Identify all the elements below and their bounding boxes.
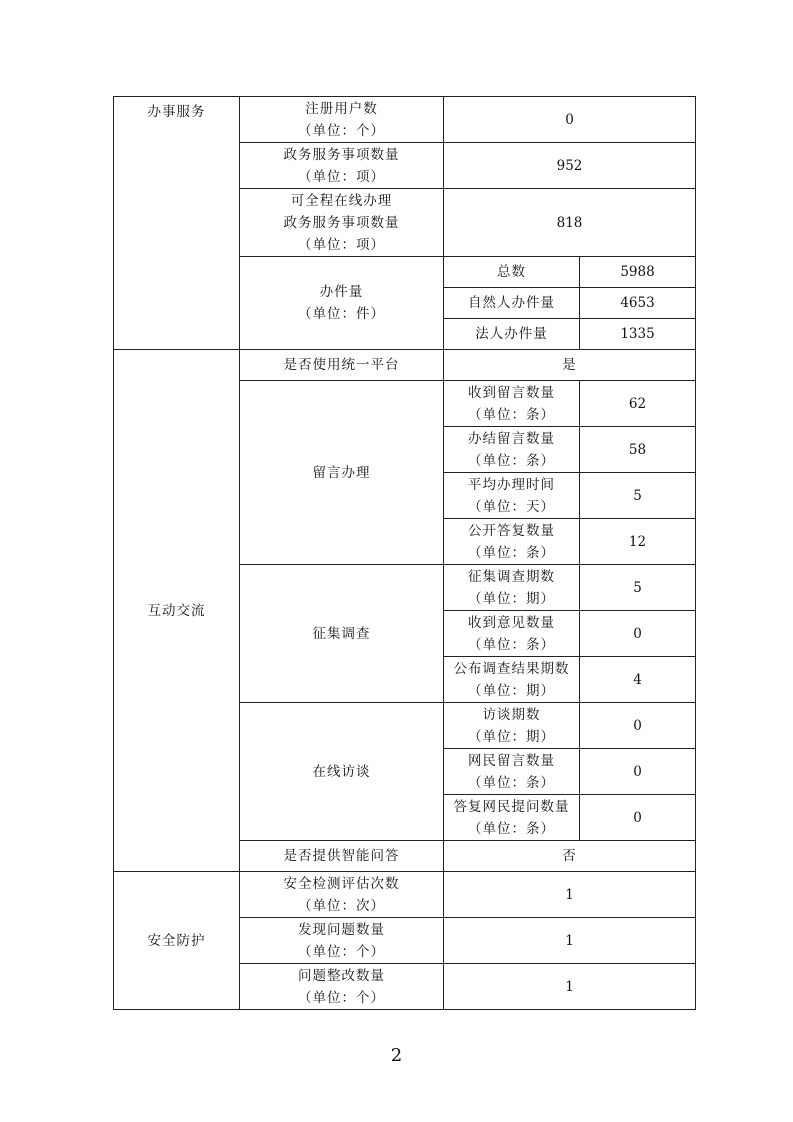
smart-qa-label: 是否提供智能问答 (240, 841, 444, 872)
survey-results-value: 4 (580, 657, 696, 703)
table-row (114, 872, 696, 918)
section-interaction-title: 互动交流 (114, 350, 240, 872)
smart-qa-value: 否 (444, 841, 696, 872)
netizen-replies-label: 答复网民提问数量 （单位：条） (444, 795, 580, 841)
issues-found-label: 发现问题数量 （单位：个） (240, 918, 444, 964)
platform-value: 是 (444, 350, 696, 381)
netizen-messages-label: 网民留言数量 （单位：条） (444, 749, 580, 795)
section-security-title: 安全防护 (114, 872, 240, 1010)
cases-label: 办件量 （单位：件） (240, 257, 444, 350)
page-number: 2 (390, 1045, 403, 1066)
security-checks-label: 安全检测评估次数 （单位：次） (240, 872, 444, 918)
issues-fixed-value: 1 (444, 964, 696, 1010)
section-service-title: 办事服务 (114, 97, 240, 350)
survey-periods-label: 征集调查期数 （单位：期） (444, 565, 580, 611)
survey-periods-value: 5 (580, 565, 696, 611)
issues-fixed-label: 问题整改数量 （单位：个） (240, 964, 444, 1010)
cases-legal-value: 1335 (580, 319, 696, 350)
online-items-label: 可全程在线办理 政务服务事项数量 （单位：项） (240, 189, 444, 257)
messages-public-value: 12 (580, 519, 696, 565)
table-row (114, 97, 696, 143)
service-items-label: 政务服务事项数量 （单位：项） (240, 143, 444, 189)
survey-opinions-label: 收到意见数量 （单位：条） (444, 611, 580, 657)
messages-closed-value: 58 (580, 427, 696, 473)
registered-users-value: 0 (444, 97, 696, 143)
messages-avg-time-label: 平均办理时间 （单位：天） (444, 473, 580, 519)
interview-periods-label: 访谈期数 （单位：期） (444, 703, 580, 749)
cases-legal-label: 法人办件量 (444, 319, 580, 350)
cases-total-label: 总数 (444, 257, 580, 288)
security-checks-value: 1 (444, 872, 696, 918)
issues-found-value: 1 (444, 918, 696, 964)
cases-total-value: 5988 (580, 257, 696, 288)
survey-opinions-value: 0 (580, 611, 696, 657)
netizen-messages-value: 0 (580, 749, 696, 795)
statistics-table (113, 96, 696, 1010)
cases-natural-label: 自然人办件量 (444, 288, 580, 319)
interview-periods-value: 0 (580, 703, 696, 749)
interview-label: 在线访谈 (240, 703, 444, 841)
survey-label: 征集调查 (240, 565, 444, 703)
online-items-value: 818 (444, 189, 696, 257)
survey-results-label: 公布调查结果期数 （单位：期） (444, 657, 580, 703)
messages-received-value: 62 (580, 381, 696, 427)
table-row (114, 350, 696, 381)
service-items-value: 952 (444, 143, 696, 189)
messages-public-label: 公开答复数量 （单位：条） (444, 519, 580, 565)
netizen-replies-value: 0 (580, 795, 696, 841)
messages-closed-label: 办结留言数量 （单位：条） (444, 427, 580, 473)
cases-natural-value: 4653 (580, 288, 696, 319)
registered-users-label: 注册用户数 （单位：个） (240, 97, 444, 143)
messages-label: 留言办理 (240, 381, 444, 565)
messages-received-label: 收到留言数量 （单位：条） (444, 381, 580, 427)
platform-label: 是否使用统一平台 (240, 350, 444, 381)
messages-avg-time-value: 5 (580, 473, 696, 519)
